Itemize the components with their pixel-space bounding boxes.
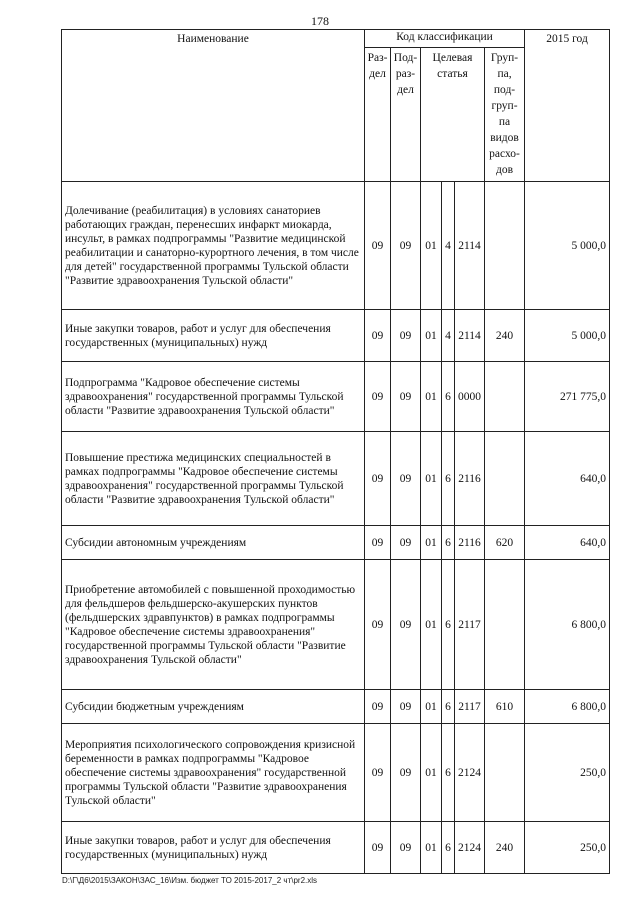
col-header-classification: Код классификации xyxy=(365,30,525,48)
row-razdel: 09 xyxy=(365,690,391,724)
row-cs3: 2114 xyxy=(455,310,485,362)
row-podrazdel: 09 xyxy=(391,310,421,362)
row-cs2: 6 xyxy=(442,724,455,822)
row-podrazdel: 09 xyxy=(391,560,421,690)
row-cs2: 4 xyxy=(442,310,455,362)
row-cs2: 6 xyxy=(442,822,455,874)
row-amount: 640,0 xyxy=(525,526,610,560)
row-amount: 250,0 xyxy=(525,724,610,822)
row-amount: 271 775,0 xyxy=(525,362,610,432)
col-header-razdel: Раз- дел xyxy=(365,48,391,182)
col-header-year: 2015 год xyxy=(525,30,610,182)
row-podrazdel: 09 xyxy=(391,724,421,822)
row-vr xyxy=(485,362,525,432)
row-name: Субсидии автономным учреждениям xyxy=(62,526,365,560)
row-name: Долечивание (реабилитация) в условиях санаториев работающих граждан, перенесших инфаркт миокарда, инсульт, в рамках подпрограммы "Развитие медицинской реабилитации и санаторно-курортного лечения, в том числе для детей" государственной программы Тульской области "Развитие здравоохранения Тульской области" xyxy=(62,182,365,310)
row-cs1: 01 xyxy=(421,822,442,874)
row-amount: 640,0 xyxy=(525,432,610,526)
row-razdel: 09 xyxy=(365,822,391,874)
row-name: Иные закупки товаров, работ и услуг для обеспечения государственных (муниципальных) нужд xyxy=(62,310,365,362)
row-cs3: 2116 xyxy=(455,526,485,560)
row-podrazdel: 09 xyxy=(391,526,421,560)
col-header-celevaya: Целевая статья xyxy=(421,48,485,182)
row-vr xyxy=(485,724,525,822)
row-amount: 5 000,0 xyxy=(525,182,610,310)
row-cs2: 6 xyxy=(442,526,455,560)
budget-table xyxy=(61,29,610,874)
row-cs3: 2124 xyxy=(455,822,485,874)
table-row xyxy=(62,822,610,874)
row-vr xyxy=(485,432,525,526)
row-name: Подпрограмма "Кадровое обеспечение системы здравоохранения" государственной программы Тульской области "Развитие здравоохранения Тульской области" xyxy=(62,362,365,432)
table-row xyxy=(62,310,610,362)
row-razdel: 09 xyxy=(365,526,391,560)
row-cs2: 6 xyxy=(442,690,455,724)
table-row xyxy=(62,526,610,560)
row-cs1: 01 xyxy=(421,560,442,690)
header-row-top xyxy=(62,30,610,48)
table-row xyxy=(62,432,610,526)
row-razdel: 09 xyxy=(365,724,391,822)
row-cs3: 2124 xyxy=(455,724,485,822)
col-header-name: Наименование xyxy=(62,30,365,182)
file-path-footer: D:\Г\Д6\2015\ЗАКОН\ЗАС_16\Изм. бюджет ТО 2015-2017_2 чт\pr2.xls xyxy=(62,876,318,885)
row-cs3: 0000 xyxy=(455,362,485,432)
row-vr: 620 xyxy=(485,526,525,560)
row-vr: 240 xyxy=(485,310,525,362)
row-cs1: 01 xyxy=(421,526,442,560)
row-podrazdel: 09 xyxy=(391,362,421,432)
row-podrazdel: 09 xyxy=(391,182,421,310)
row-razdel: 09 xyxy=(365,560,391,690)
row-cs3: 2114 xyxy=(455,182,485,310)
row-razdel: 09 xyxy=(365,432,391,526)
row-cs2: 6 xyxy=(442,560,455,690)
row-cs2: 6 xyxy=(442,432,455,526)
row-cs1: 01 xyxy=(421,182,442,310)
col-header-podrazdel: Под- раз- дел xyxy=(391,48,421,182)
row-cs3: 2117 xyxy=(455,560,485,690)
table-row xyxy=(62,690,610,724)
row-name: Приобретение автомобилей с повышенной проходимостью для фельдшеров фельдшерско-акушерских пунктов (фельдшерских здравпунктов) в рамках подпрограммы "Кадровое обеспечение системы здравоохранения" государственной программы Тульской области "Развитие здравоохранения Тульской области" xyxy=(62,560,365,690)
table-row xyxy=(62,560,610,690)
col-header-gruppa: Груп- па, под- груп- па видов расхо- дов xyxy=(485,48,525,182)
row-podrazdel: 09 xyxy=(391,690,421,724)
row-amount: 5 000,0 xyxy=(525,310,610,362)
row-amount: 6 800,0 xyxy=(525,690,610,724)
row-cs1: 01 xyxy=(421,310,442,362)
row-name: Повышение престижа медицинских специальностей в рамках подпрограммы "Кадровое обеспечение системы здравоохранения" государственной программы Тульской области "Развитие здравоохранения Тульской области" xyxy=(62,432,365,526)
row-razdel: 09 xyxy=(365,182,391,310)
row-cs1: 01 xyxy=(421,362,442,432)
row-razdel: 09 xyxy=(365,362,391,432)
row-podrazdel: 09 xyxy=(391,822,421,874)
row-cs1: 01 xyxy=(421,432,442,526)
page-number: 178 xyxy=(311,14,329,28)
row-vr: 610 xyxy=(485,690,525,724)
table-row xyxy=(62,724,610,822)
row-cs3: 2116 xyxy=(455,432,485,526)
row-amount: 250,0 xyxy=(525,822,610,874)
row-podrazdel: 09 xyxy=(391,432,421,526)
table-row xyxy=(62,182,610,310)
row-vr xyxy=(485,182,525,310)
row-cs1: 01 xyxy=(421,724,442,822)
row-cs1: 01 xyxy=(421,690,442,724)
row-vr: 240 xyxy=(485,822,525,874)
row-name: Мероприятия психологического сопровождения кризисной беременности в рамках подпрограммы "Кадровое обеспечение системы здравоохранения" государственной программы Тульской области "Развитие здравоохранения Тульской области" xyxy=(62,724,365,822)
row-cs3: 2117 xyxy=(455,690,485,724)
row-vr xyxy=(485,560,525,690)
row-cs2: 4 xyxy=(442,182,455,310)
row-amount: 6 800,0 xyxy=(525,560,610,690)
row-name: Субсидии бюджетным учреждениям xyxy=(62,690,365,724)
table-row xyxy=(62,362,610,432)
row-razdel: 09 xyxy=(365,310,391,362)
row-cs2: 6 xyxy=(442,362,455,432)
row-name: Иные закупки товаров, работ и услуг для обеспечения государственных (муниципальных) нужд xyxy=(62,822,365,874)
